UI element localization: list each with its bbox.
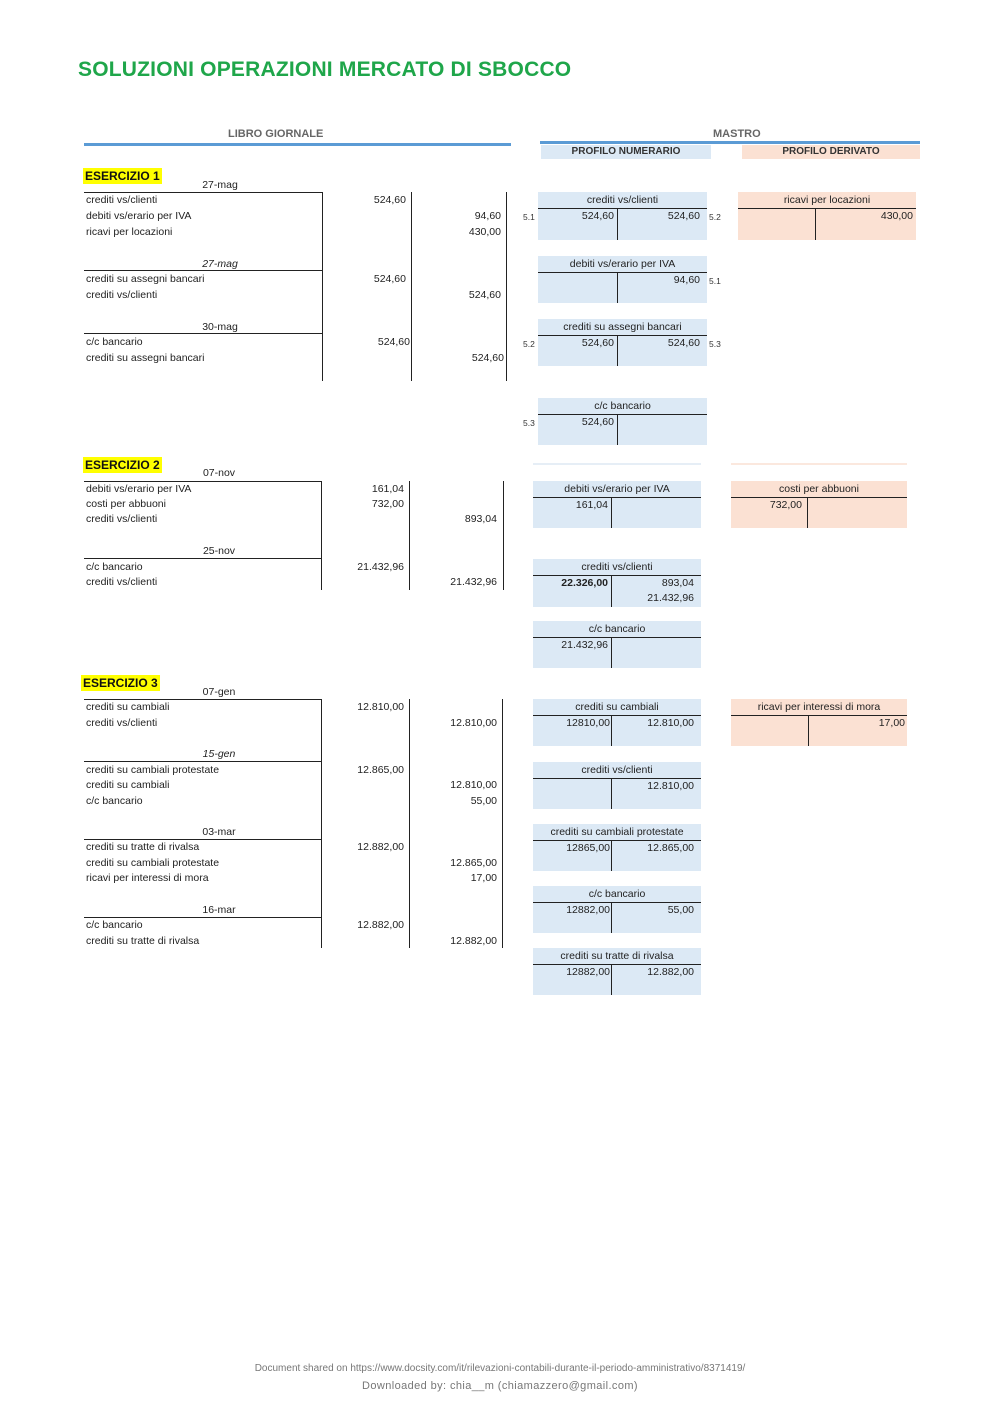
- journal-account: debiti vs/erario per IVA: [86, 210, 192, 222]
- t-account-title: crediti su assegni bancari: [563, 321, 682, 333]
- t-account-title: crediti su cambiali protestate: [550, 826, 684, 838]
- journal-account: c/c bancario: [86, 561, 143, 573]
- entry-ref: 5.1: [709, 276, 721, 286]
- t-account-dare: 22.326,00: [561, 577, 608, 589]
- t-account-divider: [611, 637, 612, 668]
- t-account-rule: [538, 208, 707, 209]
- journal-account: crediti su assegni bancari: [86, 352, 205, 364]
- t-account-dare: 732,00: [769, 499, 802, 511]
- t-account-avere: 430,00: [880, 210, 913, 222]
- t-account-avere: 94,60: [673, 274, 700, 286]
- libro-giornale-underline: [84, 143, 511, 146]
- journal-column-divider: [506, 192, 507, 381]
- t-account-divider: [808, 715, 809, 746]
- journal-column-divider: [503, 481, 504, 590]
- profilo-derivato-header: PROFILO DERIVATO: [742, 145, 920, 159]
- entry-ref: 5.2: [523, 339, 535, 349]
- journal-dare: 524,60: [373, 194, 406, 206]
- t-account-divider: [611, 902, 612, 933]
- journal-avere: 17,00: [470, 872, 497, 884]
- t-account-divider: [611, 964, 612, 995]
- esercizio-2-label: ESERCIZIO 2: [85, 458, 160, 472]
- t-account-cc-bancario: [538, 398, 707, 445]
- mastro-header: MASTRO: [713, 128, 761, 140]
- t-account-rule: [533, 715, 701, 716]
- journal-avere: 12.810,00: [450, 717, 497, 729]
- journal-dare: 21.432,96: [357, 561, 404, 573]
- t-account-avere: 524,60: [667, 210, 700, 222]
- t-account-cambiali-protestate: [533, 824, 701, 871]
- t-account-dare: 12810,00: [566, 717, 610, 729]
- journal-account: crediti su cambiali protestate: [86, 857, 220, 869]
- t-account-tratte-rivalsa: [533, 948, 701, 995]
- journal-avere: 55,00: [470, 795, 497, 807]
- t-account-costi-abbuoni: [731, 481, 907, 528]
- t-account-dare: 524,60: [581, 416, 614, 428]
- t-account-avere: 17,00: [878, 717, 905, 729]
- entry-ref: 5.3: [523, 418, 535, 428]
- t-account-rule: [533, 964, 701, 965]
- journal-avere: 524,60: [468, 289, 501, 301]
- t-account-rule: [738, 208, 916, 209]
- entry-date: 25-nov: [202, 545, 236, 557]
- journal-avere: 94,60: [474, 210, 501, 222]
- journal-account: costi per abbuoni: [86, 498, 166, 510]
- entry-rule: [84, 192, 322, 193]
- t-account-rule: [533, 637, 701, 638]
- journal-dare: 12.882,00: [357, 841, 404, 853]
- entry-rule: [84, 558, 321, 559]
- t-account-divider: [815, 208, 816, 240]
- t-account-title: crediti vs/clienti: [586, 194, 659, 206]
- t-account-title: crediti vs/clienti: [581, 561, 653, 573]
- mastro-separator: [731, 463, 907, 465]
- t-account-dare: 12865,00: [566, 842, 610, 854]
- t-account-cc-bancario: [533, 886, 701, 933]
- journal-dare: 161,04: [371, 483, 404, 495]
- entry-rule: [84, 270, 322, 271]
- entry-rule: [84, 839, 321, 840]
- journal-column-divider: [409, 481, 410, 590]
- t-account-avere: 55,00: [667, 904, 694, 916]
- t-account-crediti-cambiali: [533, 699, 701, 746]
- t-account-divider: [617, 335, 618, 366]
- t-account-dare: 12882,00: [566, 904, 610, 916]
- t-account-divider: [611, 497, 612, 528]
- journal-avere: 21.432,96: [450, 576, 497, 588]
- libro-giornale-header: LIBRO GIORNALE: [228, 128, 324, 140]
- t-account-divider: [617, 208, 618, 240]
- journal-column-divider: [321, 481, 322, 590]
- journal-account: crediti su tratte di rivalsa: [86, 841, 200, 853]
- t-account-avere: 893,04: [661, 577, 694, 589]
- t-account-title: ricavi per interessi di mora: [757, 701, 881, 713]
- t-account-title: c/c bancario: [588, 623, 646, 635]
- journal-account: crediti vs/clienti: [86, 717, 158, 729]
- journal-column-divider: [411, 192, 412, 381]
- footer-downloaded-by: Downloaded by: chia__m (chiamazzero@gmail.com): [362, 1380, 638, 1392]
- entry-rule: [84, 761, 321, 762]
- t-account-rule: [533, 840, 701, 841]
- t-account-rule: [533, 778, 701, 779]
- entry-ref: 5.1: [523, 212, 535, 222]
- esercizio-3-label: ESERCIZIO 3: [83, 676, 158, 690]
- t-account-rule: [533, 575, 701, 576]
- entry-date: 27-mag: [202, 258, 238, 270]
- t-account-divider: [617, 414, 618, 445]
- journal-account: c/c bancario: [86, 795, 143, 807]
- journal-column-divider: [321, 699, 322, 948]
- t-account-avere: 12.810,00: [647, 780, 694, 792]
- t-account-interessi-mora: [731, 699, 907, 746]
- journal-account: c/c bancario: [86, 336, 143, 348]
- mastro-separator: [533, 463, 701, 465]
- journal-account: crediti vs/clienti: [86, 194, 158, 206]
- t-account-avere: 12.865,00: [647, 842, 694, 854]
- t-account-crediti-clienti: [538, 192, 707, 240]
- journal-account: crediti vs/clienti: [86, 289, 158, 301]
- journal-dare: 524,60: [373, 273, 406, 285]
- t-account-avere: 12.882,00: [647, 966, 694, 978]
- t-account-title: c/c bancario: [588, 888, 646, 900]
- mastro-underline: [540, 141, 920, 144]
- journal-avere: 524,60: [471, 352, 504, 364]
- journal-dare: 524,60: [377, 336, 410, 348]
- entry-ref: 5.2: [709, 212, 721, 222]
- t-account-dare: 21.432,96: [561, 639, 608, 651]
- journal-avere: 12.865,00: [450, 857, 497, 869]
- journal-account: crediti su tratte di rivalsa: [86, 935, 200, 947]
- entry-date: 30-mag: [202, 321, 238, 333]
- t-account-avere: 12.810,00: [647, 717, 694, 729]
- t-account-crediti-clienti: [533, 559, 701, 607]
- entry-rule: [84, 481, 321, 482]
- t-account-crediti-clienti: [533, 762, 701, 809]
- footer-shared-link[interactable]: Document shared on https://www.docsity.com/it/rilevazioni-contabili-durante-il-periodo-amministrativo/8371419/: [254, 1363, 746, 1374]
- journal-dare: 12.882,00: [357, 919, 404, 931]
- t-account-avere: 21.432,96: [647, 592, 694, 604]
- t-account-title: debiti vs/erario per IVA: [564, 483, 670, 495]
- journal-account: crediti su cambiali: [86, 779, 170, 791]
- journal-dare: 12.865,00: [357, 764, 404, 776]
- entry-date: 27-mag: [202, 179, 238, 191]
- t-account-rule: [538, 335, 707, 336]
- journal-column-divider: [502, 699, 503, 948]
- t-account-rule: [731, 715, 907, 716]
- t-account-title: crediti su cambiali: [575, 701, 659, 713]
- esercizio-1-label: ESERCIZIO 1: [85, 169, 160, 183]
- t-account-title: ricavi per locazioni: [783, 194, 871, 206]
- journal-account: crediti su cambiali protestate: [86, 764, 220, 776]
- profilo-numerario-header: PROFILO NUMERARIO: [541, 145, 711, 159]
- journal-avere: 893,04: [464, 513, 497, 525]
- t-account-title: crediti su tratte di rivalsa: [560, 950, 674, 962]
- entry-date: 07-nov: [202, 467, 236, 479]
- t-account-divider: [611, 840, 612, 871]
- t-account-title: costi per abbuoni: [779, 483, 859, 495]
- journal-column-divider: [322, 192, 323, 381]
- t-account-assegni: [538, 319, 707, 366]
- t-account-dare: 524,60: [581, 337, 614, 349]
- journal-account: debiti vs/erario per IVA: [86, 483, 192, 495]
- entry-rule: [84, 333, 322, 334]
- journal-account: ricavi per interessi di mora: [86, 872, 209, 884]
- t-account-rule: [538, 414, 707, 415]
- entry-date: 15-gen: [202, 748, 236, 760]
- journal-account: c/c bancario: [86, 919, 143, 931]
- entry-ref: 5.3: [709, 339, 721, 349]
- entry-rule: [84, 699, 321, 700]
- entry-date: 16-mar: [202, 904, 236, 916]
- entry-date: 03-mar: [202, 826, 236, 838]
- t-account-debiti-iva: [533, 481, 701, 528]
- t-account-rule: [533, 902, 701, 903]
- journal-avere: 12.810,00: [450, 779, 497, 791]
- t-account-divider: [807, 497, 808, 528]
- journal-dare: 732,00: [371, 498, 404, 510]
- journal-account: crediti vs/clienti: [86, 513, 158, 525]
- entry-rule: [84, 917, 321, 918]
- journal-avere: 430,00: [468, 226, 501, 238]
- journal-avere: 12.882,00: [450, 935, 497, 947]
- journal-account: ricavi per locazioni: [86, 226, 173, 238]
- t-account-debiti-iva: [538, 256, 707, 303]
- t-account-dare: 524,60: [581, 210, 614, 222]
- journal-account: crediti vs/clienti: [86, 576, 158, 588]
- journal-account: crediti su assegni bancari: [86, 273, 205, 285]
- t-account-avere: 524,60: [667, 337, 700, 349]
- page-title: SOLUZIONI OPERAZIONI MERCATO DI SBOCCO: [78, 58, 572, 81]
- journal-column-divider: [409, 699, 410, 948]
- t-account-divider: [611, 715, 612, 746]
- t-account-rule: [538, 272, 707, 273]
- t-account-ricavi-locazioni: [738, 192, 916, 240]
- t-account-dare: 12882,00: [566, 966, 610, 978]
- t-account-cc-bancario: [533, 621, 701, 668]
- t-account-rule: [731, 497, 907, 498]
- entry-date: 07-gen: [202, 686, 236, 698]
- t-account-divider: [617, 272, 618, 303]
- journal-dare: 12.810,00: [357, 701, 404, 713]
- t-account-divider: [611, 778, 612, 809]
- t-account-divider: [611, 575, 612, 607]
- t-account-dare: 161,04: [575, 499, 608, 511]
- t-account-title: crediti vs/clienti: [581, 764, 653, 776]
- t-account-title: c/c bancario: [594, 400, 651, 412]
- t-account-title: debiti vs/erario per IVA: [569, 258, 676, 270]
- t-account-rule: [533, 497, 701, 498]
- journal-account: crediti su cambiali: [86, 701, 170, 713]
